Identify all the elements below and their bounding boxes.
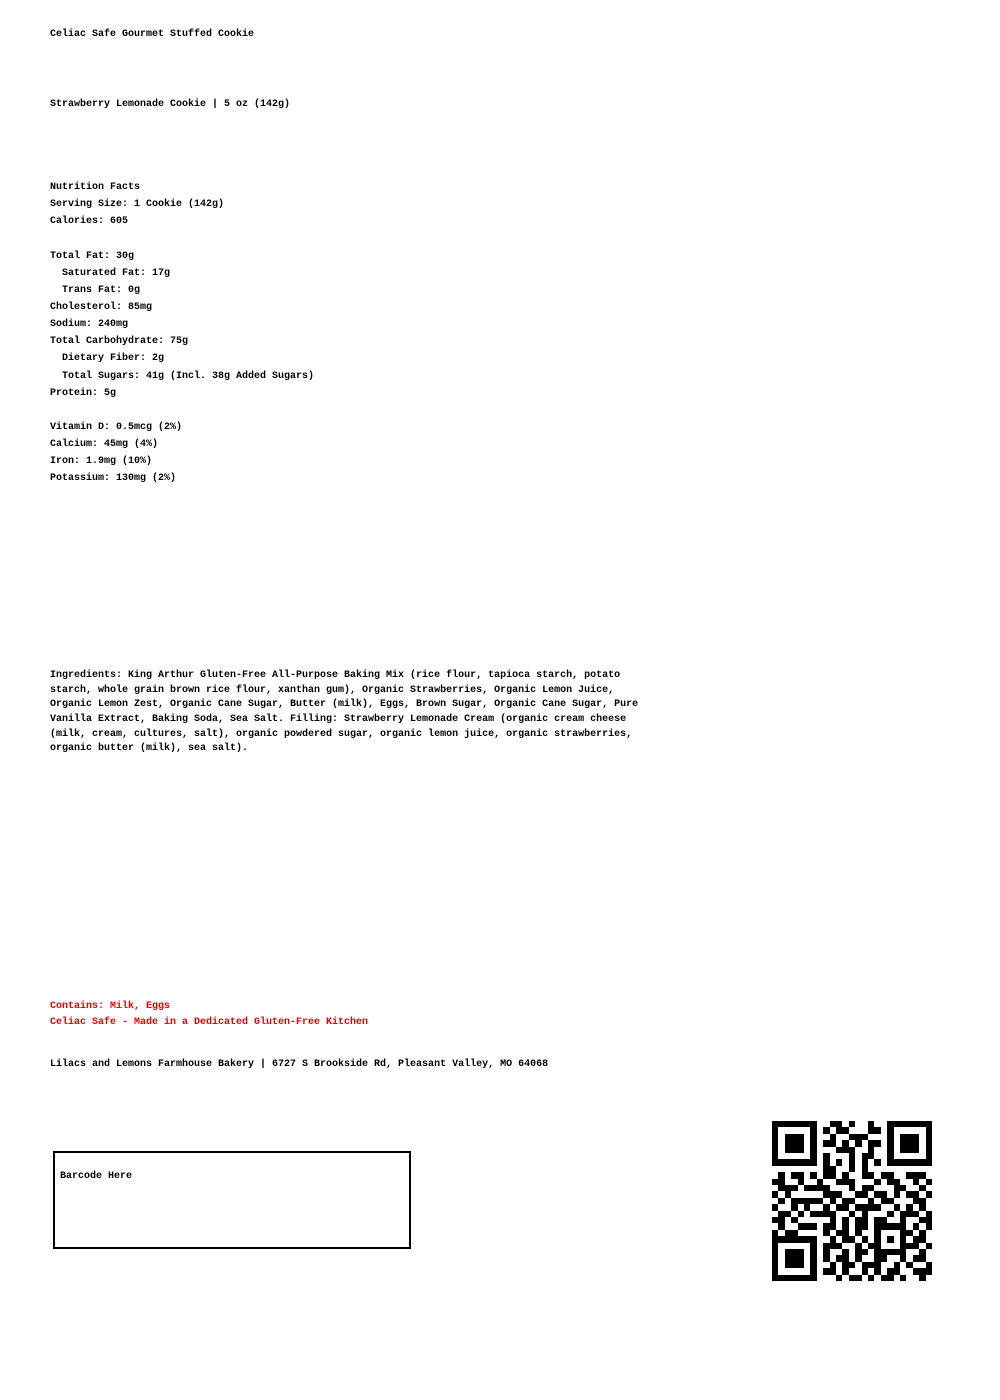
text-line: Cholesterol: 85mg <box>50 301 153 313</box>
text-line: Saturated Fat: 17g <box>50 267 171 279</box>
product-name-line: Strawberry Lemonade Cookie | 5 oz (142g) <box>50 99 291 110</box>
allergen-kitchen-note-line: Celiac Safe - Made in a Dedicated Gluten-Free Kitchen <box>50 1016 369 1028</box>
text-line: Potassium: 130mg (2%) <box>50 473 177 485</box>
text-line: Calcium: 45mg (4%) <box>50 439 159 451</box>
page-title: Celiac Safe Gourmet Stuffed Cookie <box>50 29 255 40</box>
text-line: Trans Fat: 0g <box>50 284 141 296</box>
text-line: Ingredients: King Arthur Gluten-Free All-Purpose Baking Mix (rice flour, tapioca starch, potato <box>50 670 621 681</box>
bakery-address-line: Lilacs and Lemons Farmhouse Bakery | 6727 S Brookside Rd, Pleasant Valley, MO 64068 <box>50 1059 549 1070</box>
text-line: (milk, cream, cultures, salt), organic powdered sugar, organic lemon juice, organic strawberries, <box>50 728 633 740</box>
text-line: Total Sugars: 41g (Incl. 38g Added Sugars) <box>50 370 315 382</box>
text-line: Total Fat: 30g <box>50 250 135 262</box>
qr-module <box>926 1275 932 1281</box>
text-line: Vanilla Extract, Baking Soda, Sea Salt. Filling: Strawberry Lemonade Cream (organic cream cheese <box>50 714 627 726</box>
text-line: Calories: 605 <box>50 216 129 228</box>
nutrition-facts-block <box>50 179 314 488</box>
text-line: Dietary Fiber: 2g <box>50 353 165 365</box>
text-line: organic butter (milk), sea salt). <box>50 743 249 755</box>
text-line: Organic Lemon Zest, Organic Cane Sugar, Butter (milk), Eggs, Brown Sugar, Organic Cane Sugar, Pure <box>50 699 639 711</box>
text-line: Iron: 1.9mg (10%) <box>50 456 153 468</box>
text-line: starch, whole grain brown rice flour, xanthan gum), Organic Strawberries, Organic Lemon Juice, <box>50 684 615 696</box>
allergen-contains-line: Contains: Milk, Eggs <box>50 1001 171 1012</box>
text-line <box>50 230 314 247</box>
text-line: Serving Size: 1 Cookie (142g) <box>50 199 225 211</box>
text-line: Protein: 5g <box>50 387 117 399</box>
text-line: Total Carbohydrate: 75g <box>50 336 189 348</box>
text-line <box>50 402 314 419</box>
qr-code <box>772 1121 932 1281</box>
text-line: Nutrition Facts <box>50 182 141 193</box>
text-line: Sodium: 240mg <box>50 319 129 331</box>
barcode-placeholder-label: Barcode Here <box>60 1171 133 1182</box>
text-line: Vitamin D: 0.5mcg (2%) <box>50 421 183 433</box>
ingredients-block <box>50 669 638 757</box>
allergen-block <box>50 999 368 1030</box>
barcode-placeholder-box <box>53 1151 411 1249</box>
